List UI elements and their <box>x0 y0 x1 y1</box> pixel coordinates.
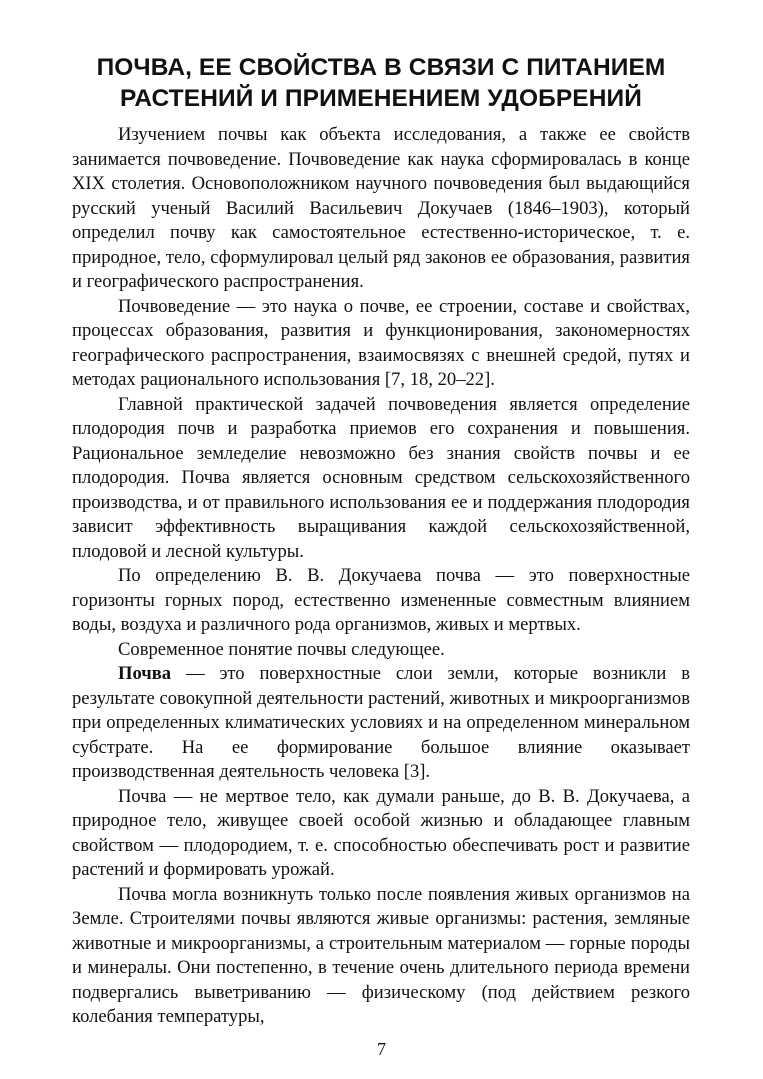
paragraph-1: Изучением почвы как объекта исследования, а также ее свойств занимается почвоведение. Почвоведение как наука сформировалась в конце XIX столетия. Основоположником научного почвоведения был выдающийся русский ученый Василий Васильевич Докучаев (1846–1903), который определил почву как самостоятельное естественно-историческое, т. е. природное, тело, сформулировал целый ряд законов ее образования, развития и географического распространения. <box>72 124 690 292</box>
page-title <box>72 52 690 114</box>
paragraph-5: Современное понятие почвы следующее. <box>118 638 445 660</box>
paragraph-6 <box>72 662 690 785</box>
paragraph-3: Главной практической задачей почвоведения является определение плодородия почв и разработка приемов его сохранения и повышения. Рациональное земледелие невозможно без знания свойств почвы и ее плодородия. Почва является основным средством сельскохозяйственного производства, и от правильного использования ее и поддержания плодородия зависит эффективность выращивания каждой сельскохозяйственной, плодовой и лесной культуры. <box>72 393 690 562</box>
definition-term: Почва <box>118 663 172 684</box>
paragraph-7: Почва — не мертвое тело, как думали раньше, до В. В. Докучаева, а природное тело, живущее своей особой жизнью и обладающее главным свойством — плодородием, т. е. способностью обеспечивать рост и развитие растений и формировать урожай. <box>72 785 690 880</box>
paragraph-8: Почва могла возникнуть только после появления живых организмов на Земле. Строителями почвы являются живые организмы: растения, земляные животные и микроорганизмы, а строительным материалом — горные породы и минералы. Они постепенно, в течение очень длительного периода времени подвергались выветриванию — физическому (под действием резкого колебания температуры, <box>72 883 690 1027</box>
body-text <box>72 123 690 1030</box>
title-line-1: ПОЧВА, ЕЕ СВОЙСТВА В СВЯЗИ С ПИТАНИЕМ <box>96 54 666 81</box>
title-line-2: РАСТЕНИЙ И ПРИМЕНЕНИЕМ УДОБРЕНИЙ <box>120 85 642 112</box>
paragraph-4: По определению В. В. Докучаева почва — это поверхностные горизонты горных пород, естественно измененные совместным влиянием воды, воздуха и различного рода организмов, живых и мертвых. <box>72 565 690 635</box>
paragraph-2: Почвоведение — это наука о почве, ее строении, составе и свойствах, процессах образования, развития и функционирования, закономерностях географического распространения, взаимосвязях с внешней средой, путях и методах рационального использования [7, 18, 20–22]. <box>72 295 690 390</box>
definition-text: — это поверхностные слои земли, которые возникли в результате совокупной деятельности растений, животных и микроорганизмов при определенных климатических условиях и на определенном минеральном субстрате. На ее формирование большое влияние оказывает производственная деятельность человека [3]. <box>72 663 690 782</box>
page-number: 7 <box>377 1039 386 1059</box>
page-content <box>72 52 690 1030</box>
